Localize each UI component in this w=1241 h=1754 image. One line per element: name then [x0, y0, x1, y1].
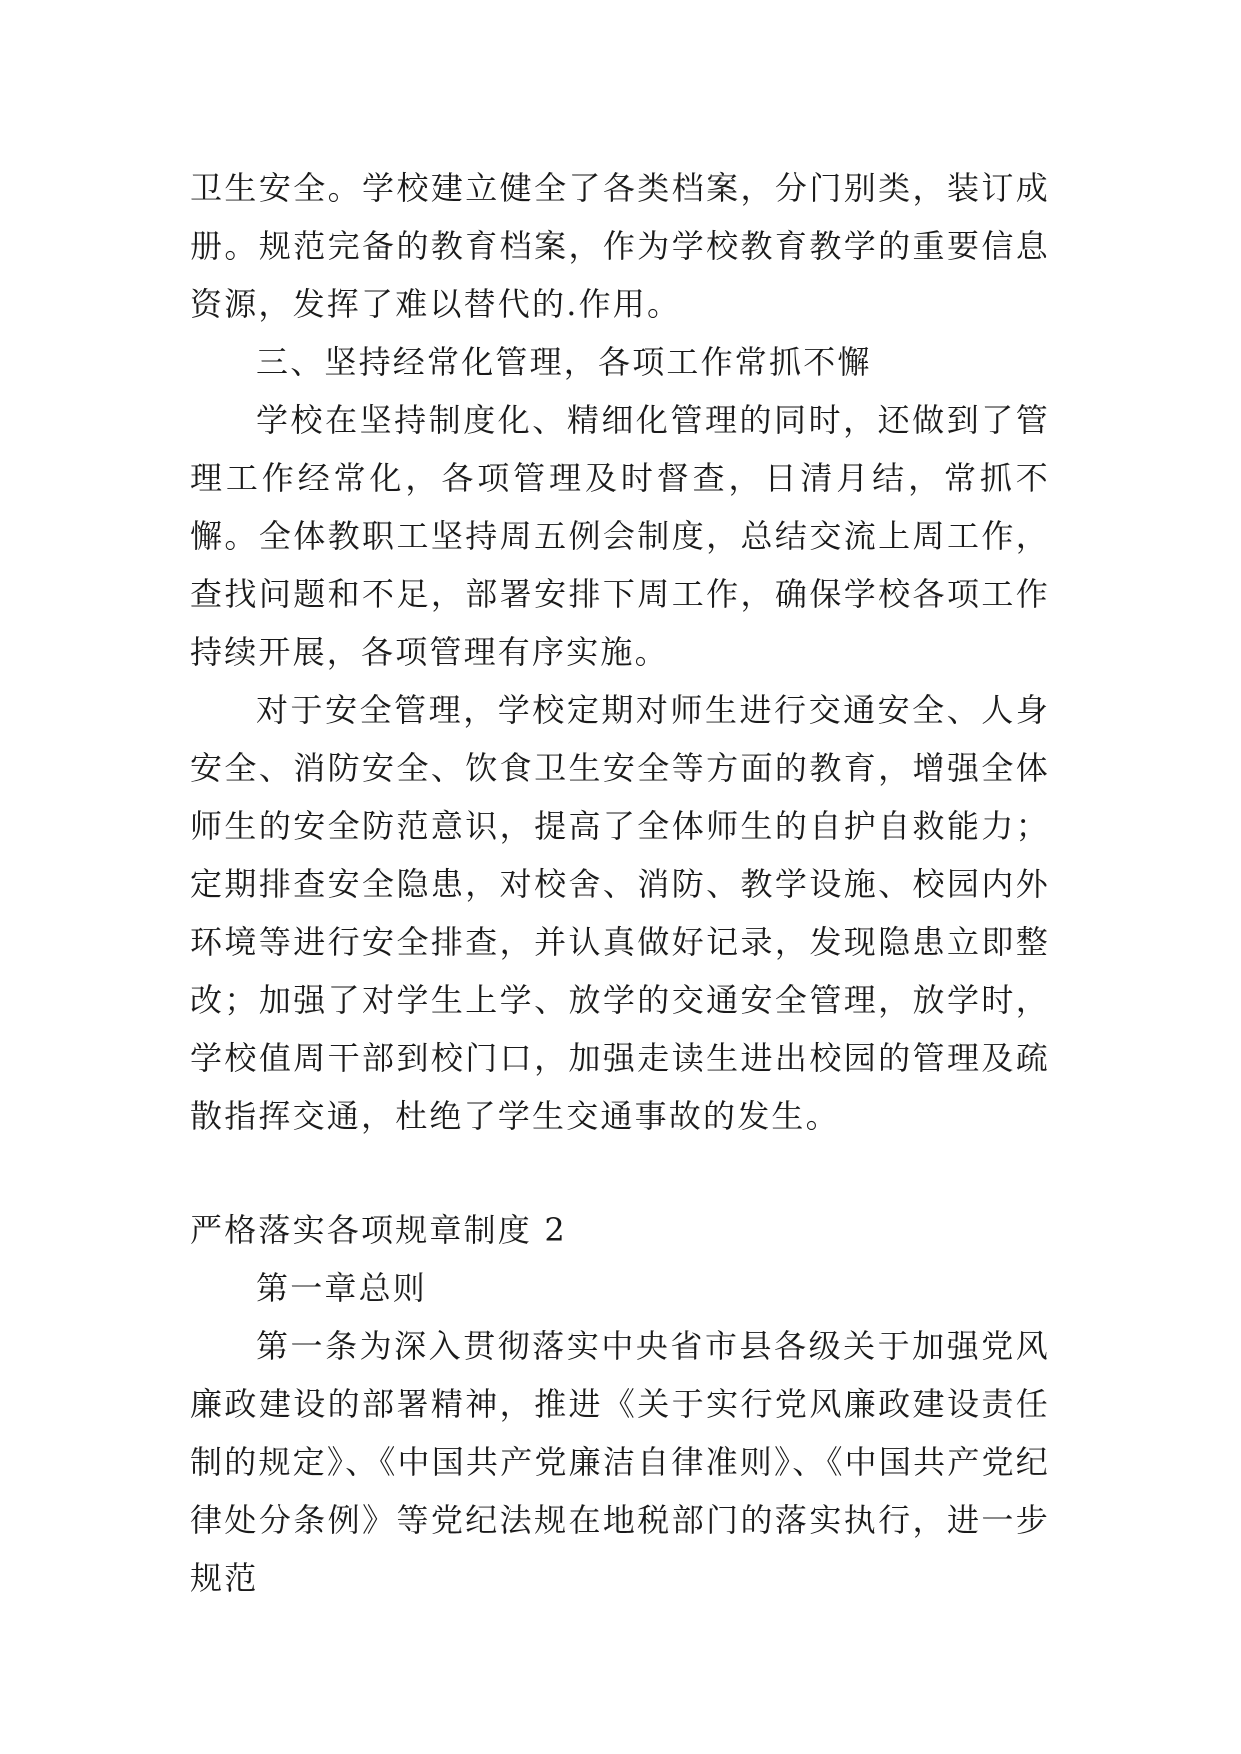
paragraph-article-1: 第一条为深入贯彻落实中央省市县各级关于加强党风廉政建设的部署精神，推进《关于实行党风廉政建设责任制的规定》、《中国共产党廉洁自律准则》、《中国共产党纪律处分条例》等党纪法规在地税部门的落实执行，进一步规范 [190, 1327, 1050, 1597]
paragraph-routine-management: 学校在坚持制度化、精细化管理的同时，还做到了管理工作经常化，各项管理及时督查，日清月结，常抓不懈。全体教职工坚持周五例会制度，总结交流上周工作，查找问题和不足，部署安排下周工作，确保学校各项工作持续开展，各项管理有序实施。 [190, 401, 1050, 671]
section-heading-3: 三、坚持经常化管理，各项工作常抓不懈 [256, 343, 872, 381]
paragraph-archives: 卫生安全。学校建立健全了各类档案，分门别类，装订成册。规范完备的教育档案，作为学校教育教学的重要信息资源，发挥了难以替代的.作用。 [190, 169, 1050, 323]
chapter-heading-1: 第一章总则 [256, 1269, 428, 1307]
paragraph-safety-management: 对于安全管理，学校定期对师生进行交通安全、人身安全、消防安全、饮食卫生安全等方面的教育，增强全体师生的安全防范意识，提高了全体师生的自护自救能力；定期排查安全隐患，对校舍、消防、教学设施、校园内外环境等进行安全排查，并认真做好记录，发现隐患立即整改；加强了对学生上学、放学的交通安全管理，放学时，学校值周干部到校门口，加强走读生进出校园的管理及疏散指挥交通，杜绝了学生交通事故的发生。 [190, 691, 1050, 1135]
document-title-2: 严格落实各项规章制度 2 [190, 1211, 567, 1249]
